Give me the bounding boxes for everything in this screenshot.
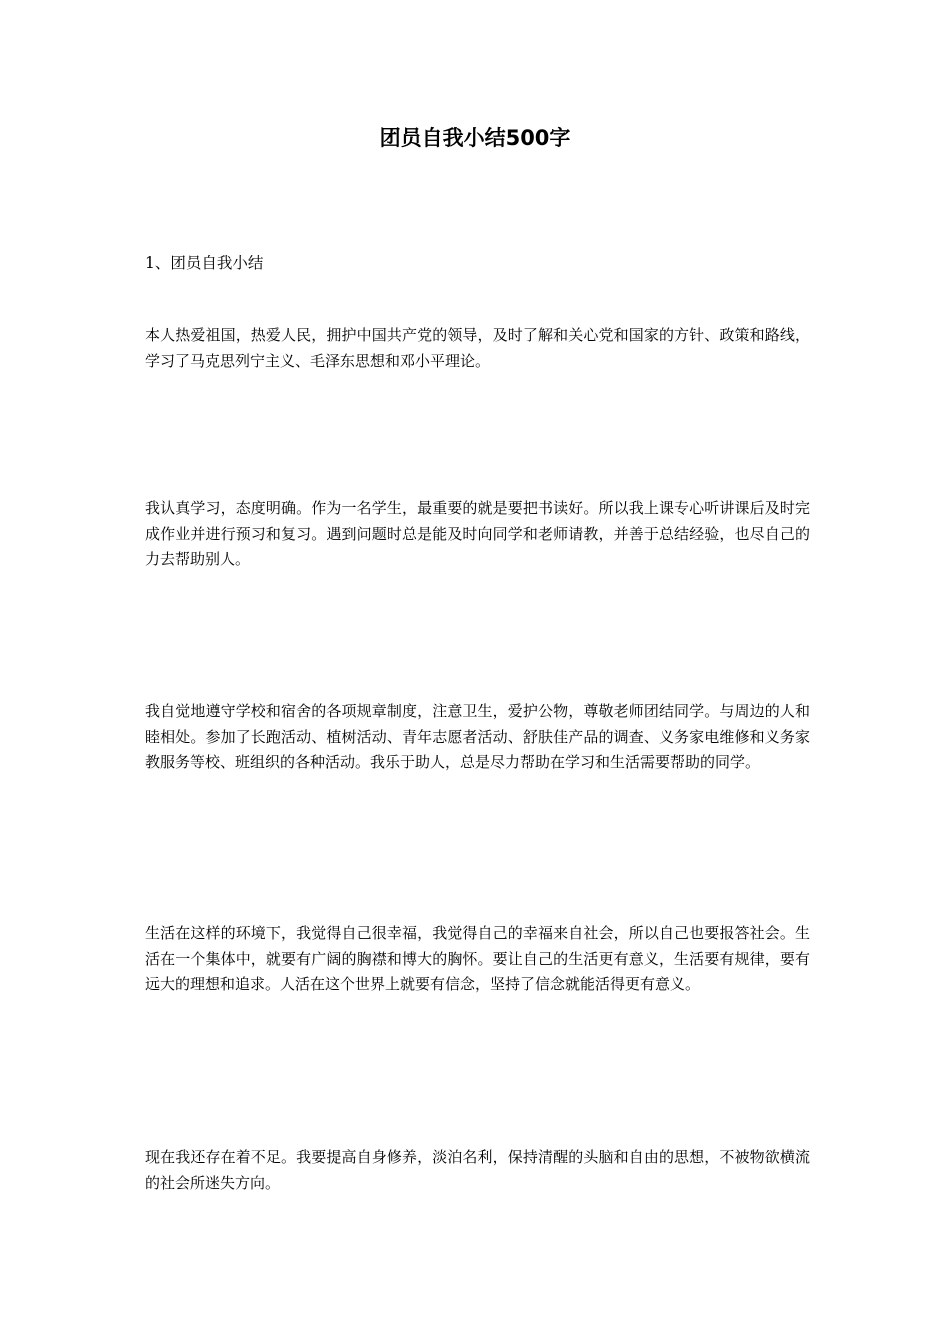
paragraph-3: 我自觉地遵守学校和宿舍的各项规章制度，注意卫生，爱护公物，尊敬老师团结同学。与周边的人和睦相处。参加了长跑活动、植树活动、青年志愿者活动、舒肤佳产品的调查、义务家电维修和义务家教服务等校、班组织的各种活动。我乐于助人，总是尽力帮助在学习和生活需要帮助的同学。 [145, 702, 810, 771]
paragraph-5: 现在我还存在着不足。我要提高自身修养，淡泊名利，保持清醒的头脑和自由的思想，不被物欲横流的社会所迷失方向。 [145, 1148, 810, 1192]
paragraph-2: 我认真学习，态度明确。作为一名学生，最重要的就是要把书读好。所以我上课专心听讲课后及时完成作业并进行预习和复习。遇到问题时总是能及时向同学和老师请教，并善于总结经验，也尽自己的力去帮助别人。 [145, 499, 810, 568]
section-heading: 1、团员自我小结 [145, 254, 264, 272]
document-title: 团员自我小结500字 [379, 126, 571, 150]
paragraph-1: 本人热爱祖国，热爱人民，拥护中国共产党的领导，及时了解和关心党和国家的方针、政策和路线，学习了马克思列宁主义、毛泽东思想和邓小平理论。 [145, 326, 810, 370]
paragraph-4: 生活在这样的环境下，我觉得自己很幸福，我觉得自己的幸福来自社会，所以自己也要报答社会。生活在一个集体中，就要有广阔的胸襟和博大的胸怀。要让自己的生活更有意义，生活要有规律，要有远大的理想和追求。人活在这个世界上就要有信念，坚持了信念就能活得更有意义。 [145, 924, 810, 993]
